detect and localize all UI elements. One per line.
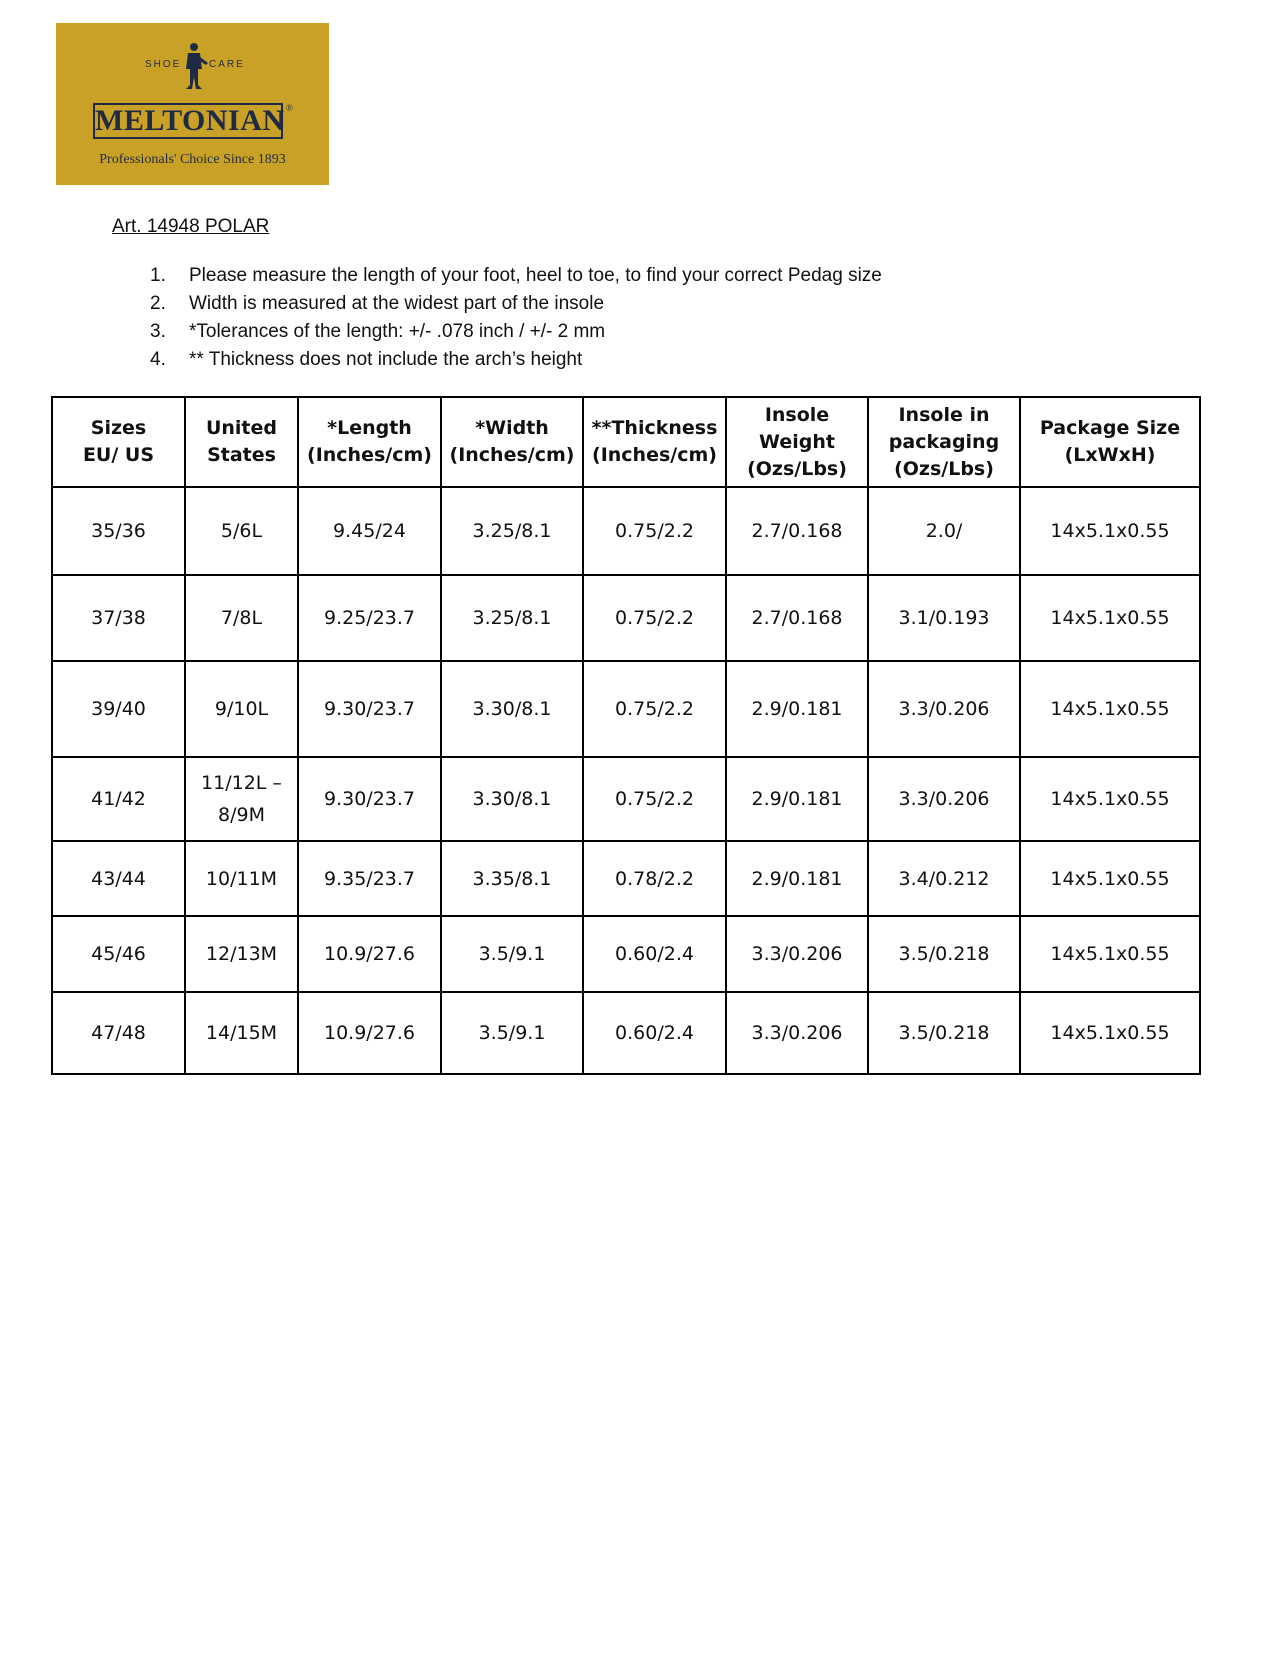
list-item <box>150 318 882 346</box>
table-cell: 0.60/2.4 <box>583 992 726 1074</box>
logo-care-text: CARE <box>209 59 245 70</box>
col-header-sizes: Sizes EU/ US <box>52 397 185 487</box>
table-cell: 3.35/8.1 <box>441 841 583 916</box>
table-cell: 0.75/2.2 <box>583 487 726 575</box>
table-cell: 3.30/8.1 <box>441 757 583 841</box>
list-number: 2. <box>150 293 166 314</box>
table-cell: 14x5.1x0.55 <box>1020 487 1200 575</box>
table-cell: 3.3/0.206 <box>868 661 1020 757</box>
table-cell: 2.7/0.168 <box>726 575 868 661</box>
list-text: *Tolerances of the length: +/- .078 inch / +/- 2 mm <box>189 321 606 342</box>
table-cell: 43/44 <box>52 841 185 916</box>
table-cell: 14x5.1x0.55 <box>1020 992 1200 1074</box>
table-cell: 3.5/9.1 <box>441 916 583 992</box>
table-cell: 0.75/2.2 <box>583 757 726 841</box>
table-cell: 2.9/0.181 <box>726 841 868 916</box>
table-cell: 0.78/2.2 <box>583 841 726 916</box>
table-cell: 7/8L <box>185 575 298 661</box>
table-cell: 14x5.1x0.55 <box>1020 661 1200 757</box>
table-row <box>52 757 1200 841</box>
table-cell: 3.3/0.206 <box>726 992 868 1074</box>
col-header-us: United States <box>185 397 298 487</box>
table-cell: 3.1/0.193 <box>868 575 1020 661</box>
table-cell: 12/13M <box>185 916 298 992</box>
table-cell: 0.60/2.4 <box>583 916 726 992</box>
table-cell: 0.75/2.2 <box>583 575 726 661</box>
col-header-length: *Length (Inches/cm) <box>298 397 441 487</box>
list-text: Width is measured at the widest part of the insole <box>189 293 605 314</box>
table-cell: 0.75/2.2 <box>583 661 726 757</box>
table-row <box>52 992 1200 1074</box>
col-header-insole-weight: Insole Weight (Ozs/Lbs) <box>726 397 868 487</box>
list-text: Please measure the length of your foot, heel to toe, to find your correct Pedag size <box>189 265 882 286</box>
logo-shoe-text: SHOE <box>145 59 182 70</box>
table-cell: 14x5.1x0.55 <box>1020 757 1200 841</box>
table-cell: 2.0/ <box>868 487 1020 575</box>
col-header-package-size: Package Size (LxWxH) <box>1020 397 1200 487</box>
col-header-thickness: **Thickness (Inches/cm) <box>583 397 726 487</box>
table-cell: 35/36 <box>52 487 185 575</box>
table-cell: 3.30/8.1 <box>441 661 583 757</box>
list-number: 1. <box>150 265 166 286</box>
table-row <box>52 661 1200 757</box>
table-row <box>52 575 1200 661</box>
table-cell: 9/10L <box>185 661 298 757</box>
instructions-list <box>150 262 882 374</box>
logo-tagline: Professionals' Choice Since 1893 <box>99 152 286 167</box>
table-cell: 10/11M <box>185 841 298 916</box>
table-cell: 10.9/27.6 <box>298 916 441 992</box>
list-item <box>150 262 882 290</box>
list-number: 4. <box>150 349 166 370</box>
table-cell: 39/40 <box>52 661 185 757</box>
col-header-width: *Width (Inches/cm) <box>441 397 583 487</box>
table-cell: 2.9/0.181 <box>726 757 868 841</box>
table-cell: 41/42 <box>52 757 185 841</box>
table-cell: 3.5/0.218 <box>868 992 1020 1074</box>
table-body <box>52 487 1200 1074</box>
table-cell: 3.25/8.1 <box>441 575 583 661</box>
table-cell: 3.25/8.1 <box>441 487 583 575</box>
brand-logo <box>56 23 329 185</box>
table-cell: 45/46 <box>52 916 185 992</box>
list-item <box>150 290 882 318</box>
table-cell: 14x5.1x0.55 <box>1020 575 1200 661</box>
table-row <box>52 841 1200 916</box>
table-cell: 10.9/27.6 <box>298 992 441 1074</box>
table-cell: 11/12L – 8/9M <box>185 757 298 841</box>
logo-brand-name: MELTONIAN <box>95 104 285 137</box>
col-header-packaging-weight: Insole in packaging (Ozs/Lbs) <box>868 397 1020 487</box>
table-cell: 14x5.1x0.55 <box>1020 841 1200 916</box>
size-table <box>51 396 1201 1075</box>
table-cell: 9.25/23.7 <box>298 575 441 661</box>
table-cell: 47/48 <box>52 992 185 1074</box>
table-cell: 3.4/0.212 <box>868 841 1020 916</box>
table-cell: 14x5.1x0.55 <box>1020 916 1200 992</box>
table-cell: 9.35/23.7 <box>298 841 441 916</box>
table-cell: 9.45/24 <box>298 487 441 575</box>
table-cell: 9.30/23.7 <box>298 661 441 757</box>
table-cell: 9.30/23.7 <box>298 757 441 841</box>
table-cell: 37/38 <box>52 575 185 661</box>
table-header-row <box>52 397 1200 487</box>
registered-mark: ® <box>286 103 293 113</box>
article-title: Art. 14948 POLAR <box>112 216 270 237</box>
table-cell: 2.7/0.168 <box>726 487 868 575</box>
table-cell: 3.5/0.218 <box>868 916 1020 992</box>
table-row <box>52 916 1200 992</box>
table-row <box>52 487 1200 575</box>
table-cell: 5/6L <box>185 487 298 575</box>
table-cell: 2.9/0.181 <box>726 661 868 757</box>
list-number: 3. <box>150 321 166 342</box>
list-item <box>150 346 882 374</box>
table-cell: 3.3/0.206 <box>868 757 1020 841</box>
table-cell: 3.3/0.206 <box>726 916 868 992</box>
list-text: ** Thickness does not include the arch’s height <box>189 349 583 370</box>
table-cell: 3.5/9.1 <box>441 992 583 1074</box>
table-cell: 14/15M <box>185 992 298 1074</box>
shoeshine-man-icon <box>176 41 212 93</box>
